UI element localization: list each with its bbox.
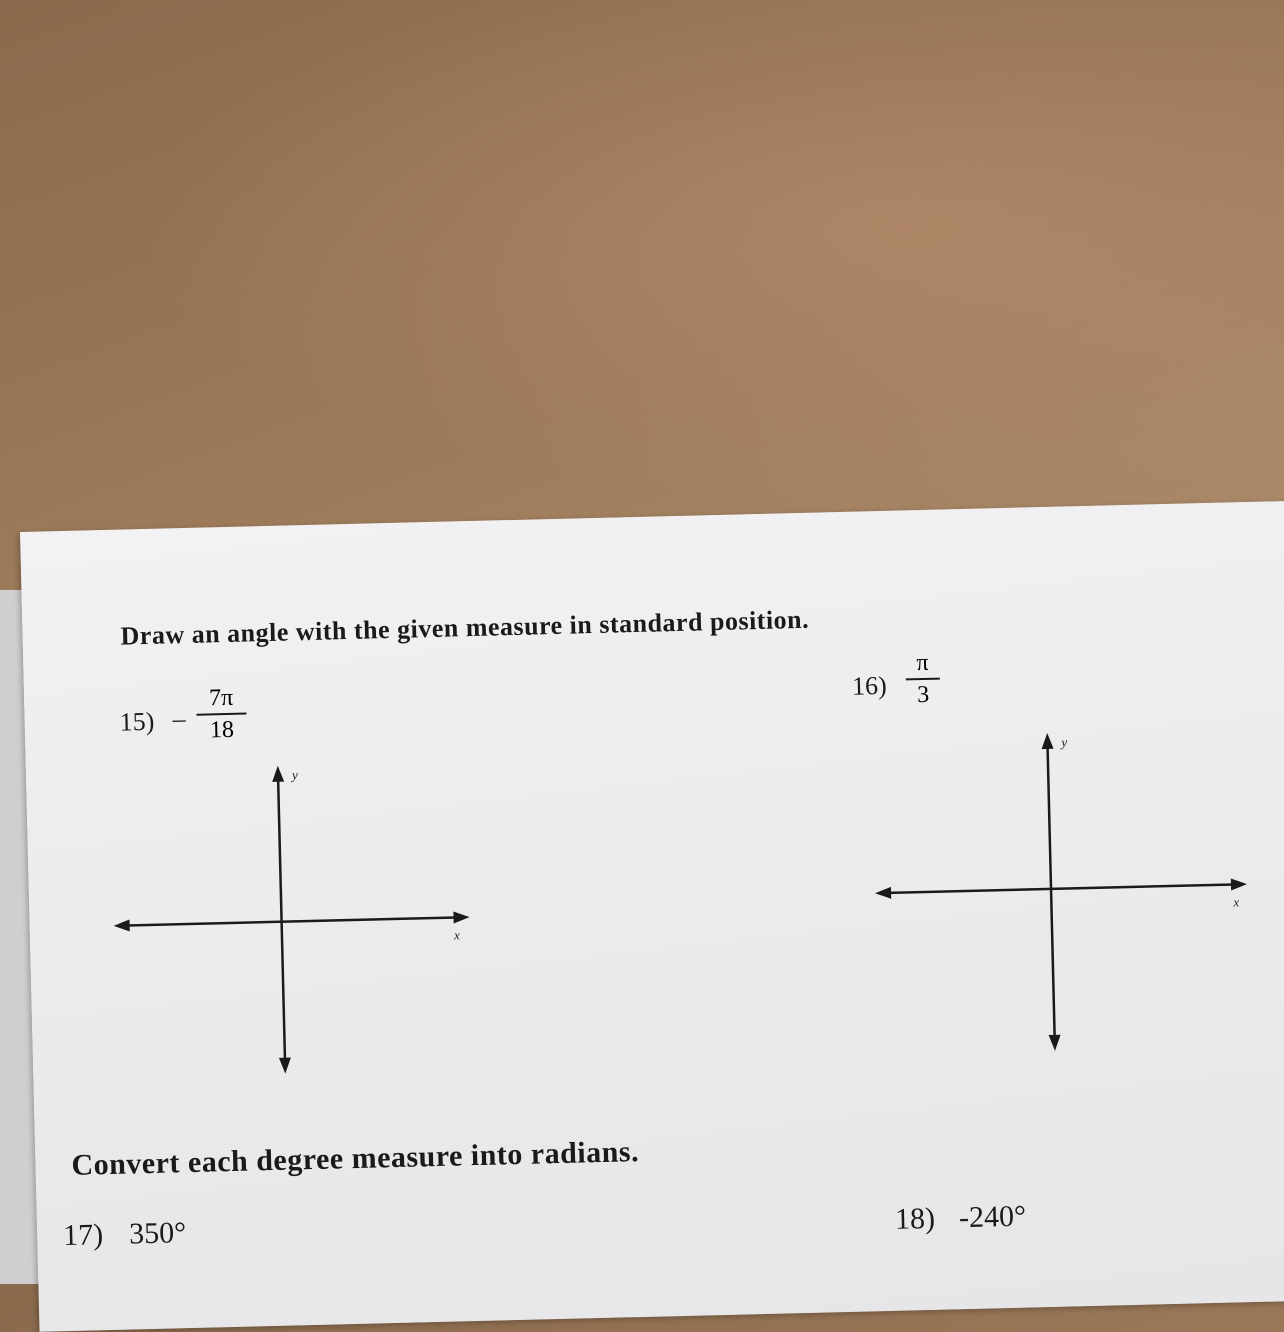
x-axis-left-arrow <box>875 887 891 899</box>
x-axis-left-arrow <box>114 919 130 931</box>
problem-16-number: 16) <box>851 670 888 701</box>
x-axis-right-arrow <box>453 911 469 923</box>
x-axis-line <box>881 884 1239 893</box>
y-axis-line <box>278 772 285 1068</box>
y-axis-top-arrow <box>1041 733 1053 749</box>
problem-16-fraction <box>905 650 940 709</box>
problem-16-denominator: 3 <box>916 681 930 709</box>
problem-17-value: 350° <box>128 1216 187 1251</box>
problem-15-numerator: 7π <box>208 684 234 712</box>
section1-instructions: Draw an angle with the given measure in standard position. <box>120 604 810 651</box>
problem-15-sign: – <box>172 704 186 734</box>
problem-15-denominator: 18 <box>209 716 235 744</box>
x-axis-line <box>120 917 462 925</box>
problem-15-number: 15) <box>119 706 155 737</box>
fraction-bar <box>196 713 246 716</box>
problem-17-number: 17) <box>62 1218 104 1253</box>
desk-surface <box>0 0 1284 560</box>
problem-18-value: -240° <box>958 1199 1027 1235</box>
fraction-bar <box>906 678 940 681</box>
y-axis-line <box>1047 739 1054 1045</box>
y-axis-label: y <box>1061 734 1068 750</box>
section2-instructions: Convert each degree measure into radians. <box>71 1135 640 1182</box>
problem-15-fraction <box>196 685 247 744</box>
problem-16-numerator: π <box>916 649 929 677</box>
y-axis-top-arrow <box>272 766 284 782</box>
worksheet-page <box>20 500 1284 1332</box>
x-axis-right-arrow <box>1231 878 1247 890</box>
problem-15-coordinate-axes[interactable] <box>110 761 477 1080</box>
x-axis-label: x <box>453 927 460 943</box>
y-axis-bottom-arrow <box>1049 1035 1061 1051</box>
y-axis-bottom-arrow <box>279 1058 291 1074</box>
x-axis-label: x <box>1233 894 1240 910</box>
problem-16-coordinate-axes[interactable] <box>871 728 1259 1057</box>
problem-18-number: 18) <box>894 1201 936 1236</box>
y-axis-label: y <box>291 767 298 783</box>
